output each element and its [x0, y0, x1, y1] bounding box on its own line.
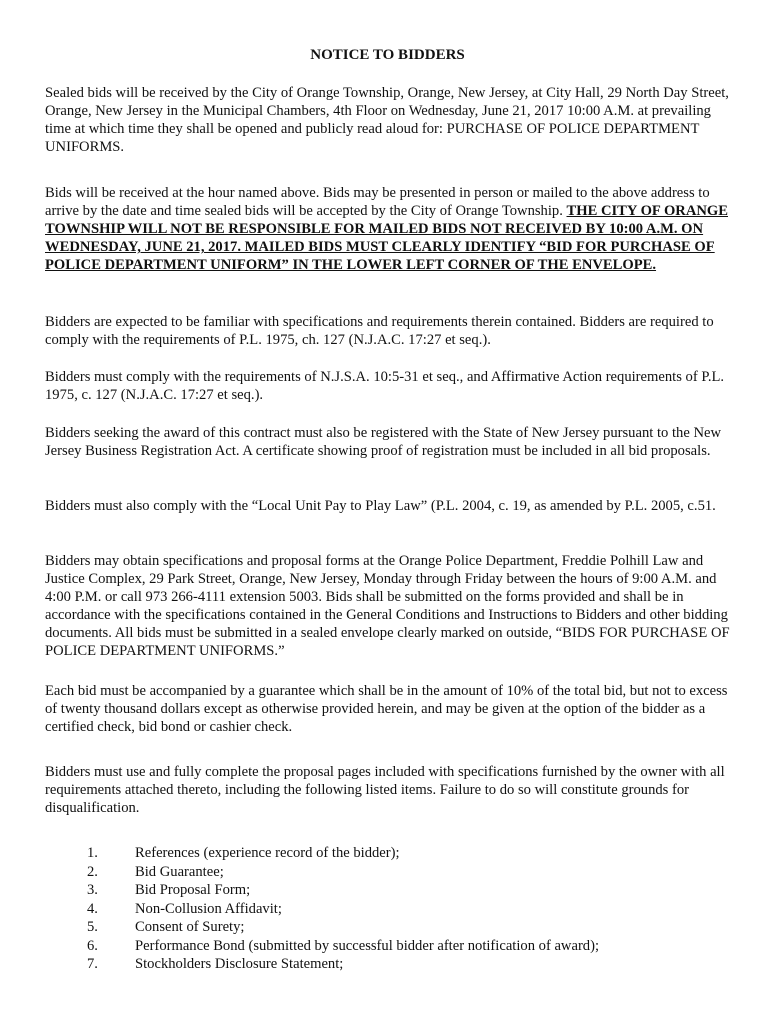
- list-item-number: 6.: [87, 937, 98, 954]
- list-item: [87, 863, 707, 882]
- list-item: [87, 955, 707, 974]
- list-item-text: Performance Bond (submitted by successful bidder after notification of award);: [135, 937, 600, 954]
- mailed-bids-warning: THE CITY OF ORANGE TOWNSHIP WILL NOT BE RESPONSIBLE FOR MAILED BIDS NOT RECEIVED BY 10:00 A.M. ON WEDNESDAY, JUNE 21, 2017. MAILED BIDS MUST CLEARLY IDENTIFY “BID FOR PURCHASE OF POLICE DEPARTMENT UNIFORM” IN THE LOWER LEFT CORNER OF THE ENVELOPE.: [45, 203, 728, 273]
- list-item: [87, 844, 707, 863]
- list-item-number: 2.: [87, 863, 98, 880]
- page-title: NOTICE TO BIDDERS: [310, 47, 465, 63]
- list-item-number: 7.: [87, 956, 98, 972]
- list-item-number: 5.: [87, 919, 98, 935]
- paragraph-bid-receipt: Sealed bids will be received by the City of Orange Township, Orange, New Jersey, at City Hall, 29 North Day Street, Orange, New Jersey in the Municipal Chambers, 4th Floor on Wednesday, June 21, 2017 10:00 A.M. at prevailing time at which time they shall be opened and publicly read aloud for: PURCHASE OF POLICE DEPARTMENT UNIFORMS.: [45, 85, 729, 155]
- list-item-number: 1.: [87, 845, 98, 861]
- list-item-text: References (experience record of the bidder);: [135, 845, 400, 861]
- list-item: [87, 918, 707, 937]
- list-item: [87, 937, 707, 956]
- paragraph-affirmative-action: Bidders must comply with the requirements of N.J.S.A. 10:5-31 et seq., and Affirmative Action requirements of P.L. 1975, c. 127 (N.J.A.C. 17:27 et seq.).: [45, 369, 725, 403]
- list-item-text: Stockholders Disclosure Statement;: [135, 956, 344, 972]
- list-item: [87, 881, 707, 900]
- paragraph-mailed-bids: [45, 184, 730, 274]
- paragraph-business-registration: Bidders seeking the award of this contract must also be registered with the State of New Jersey pursuant to the New Jersey Business Registration Act. A certificate showing proof of registration must be included in all bid proposals.: [45, 425, 721, 459]
- paragraph-mailed-bids-text: Bids will be received at the hour named above. Bids may be presented in person or mailed to the above address to arrive by the date and time sealed bids will be accepted by the City of Orange Township.: [45, 185, 710, 219]
- paragraph-pay-to-play: Bidders must also comply with the “Local Unit Pay to Play Law” (P.L. 2004, c. 19, as amended by P.L. 2005, c.51.: [45, 498, 716, 514]
- list-item-number: 3.: [87, 882, 98, 898]
- list-item-text: Bid Guarantee;: [135, 863, 224, 880]
- list-item-number: 4.: [87, 900, 98, 917]
- list-item-text: Non-Collusion Affidavit;: [135, 900, 282, 917]
- list-item-text: Consent of Surety;: [135, 919, 245, 935]
- list-item-text: Bid Proposal Form;: [135, 882, 251, 898]
- paragraph-obtain-specifications: Bidders may obtain specifications and proposal forms at the Orange Police Department, Freddie Polhill Law and Justice Complex, 29 Park Street, Orange, New Jersey, Monday through Friday between the hours of 9:00 A.M. and 4:00 P.M. or call 973 266-4111 extension 5003. Bids shall be submitted on the forms provided and shall be in accordance with the specifications contained in the General Conditions and Instructions to Bidders and other bidding documents. All bids must be submitted in a sealed envelope clearly marked on outside, “BIDS FOR PURCHASE OF POLICE DEPARTMENT UNIFORMS.”: [45, 553, 730, 659]
- required-items-list: [87, 844, 707, 974]
- list-item: [87, 900, 707, 919]
- paragraph-specifications: Bidders are expected to be familiar with specifications and requirements therein contained. Bidders are required to comply with the requirements of P.L. 1975, ch. 127 (N.J.A.C. 17:27 et seq.).: [45, 314, 714, 348]
- paragraph-bid-guarantee: Each bid must be accompanied by a guarantee which shall be in the amount of 10% of the total bid, but not to excess of twenty thousand dollars except as otherwise provided herein, and may be given at the option of the bidder as a certified check, bid bond or cashier check.: [45, 683, 728, 735]
- paragraph-proposal-requirements: Bidders must use and fully complete the proposal pages included with specifications furnished by the owner with all requirements attached thereto, including the following listed items. Failure to do so will constitute grounds for disqualification.: [45, 764, 725, 816]
